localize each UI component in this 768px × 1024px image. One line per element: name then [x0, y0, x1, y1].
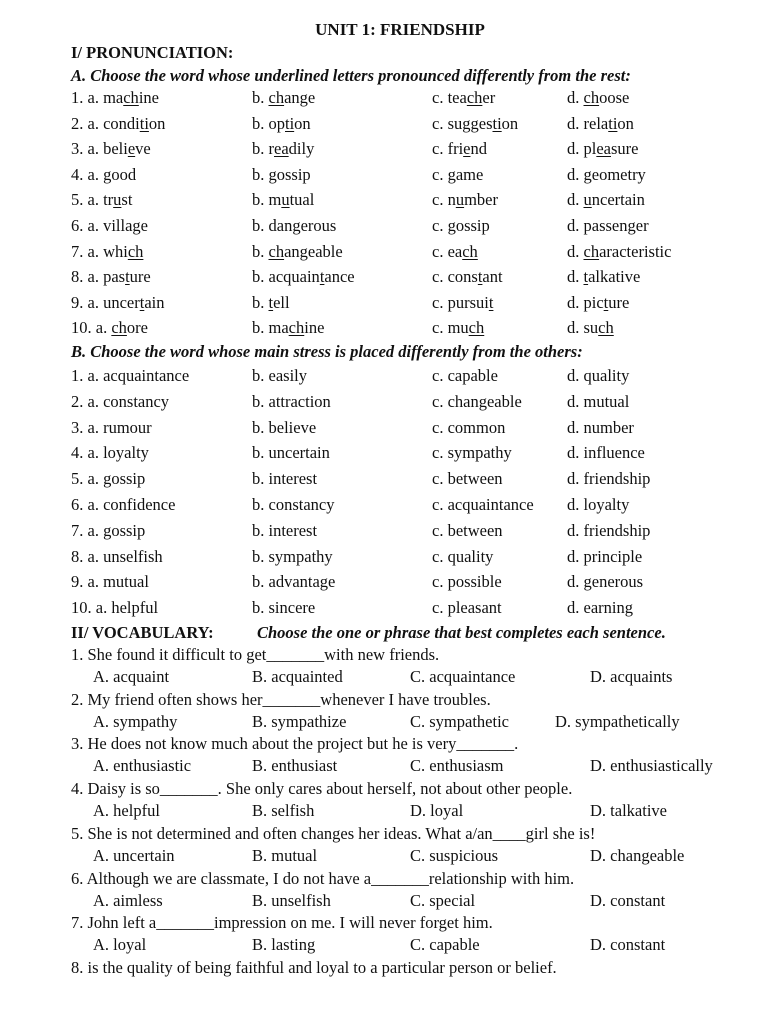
option-text: b. ma [252, 318, 289, 338]
answer-choice: A. helpful [93, 801, 160, 821]
answer-option [432, 88, 495, 108]
option-text: 7. a. whi [71, 241, 128, 261]
answer-option: b. advantage [252, 572, 336, 592]
option-text: 6. a. village [71, 216, 148, 235]
answer-choice: D. talkative [590, 801, 667, 821]
question-options [0, 667, 768, 689]
option-text: ure [608, 292, 630, 312]
question-options [0, 712, 768, 734]
answer-choice: C. acquaintance [410, 667, 516, 686]
option-text: d. [567, 241, 584, 261]
answer-choice: D. sympathetically [555, 711, 680, 731]
stress-item [0, 443, 768, 465]
question-options [0, 846, 768, 868]
answer-option [71, 165, 136, 185]
answer-option: 2. a. constancy [71, 391, 170, 411]
option-text: ine [138, 88, 159, 107]
underlined-letters: g [447, 164, 456, 184]
question-text: 5. She is not determined and often changes her ideas. What a/an____girl she is! [71, 823, 596, 843]
vocabulary-instruction: Choose the one or phrase that best completes each sentence. [257, 623, 666, 642]
answer-option: d. friendship [567, 469, 651, 489]
answer-option: 5. a. gossip [71, 469, 146, 489]
option-text: on [148, 113, 166, 133]
pronunciation-item [0, 242, 768, 264]
answer-option: c. quality [432, 546, 494, 566]
option-text: angeable [284, 241, 343, 261]
answer-option [432, 139, 487, 159]
option-text: b. dangerous [252, 216, 337, 235]
question-text: 7. John left a_______impression on me. I will never forget him. [71, 913, 493, 933]
option-text: d. su [567, 318, 599, 338]
underlined-letters: t [488, 292, 494, 312]
option-text: 5. a. tr [71, 190, 114, 210]
option-text: c. cons [432, 267, 478, 287]
answer-option [252, 318, 324, 338]
option-text: d. rela [567, 113, 609, 133]
answer-option [567, 242, 671, 262]
answer-option: 1. a. acquaintance [71, 366, 190, 385]
answer-option: c. changeable [432, 391, 522, 411]
answer-option: b. interest [252, 520, 318, 540]
stress-item [0, 495, 768, 517]
underlined-letters: ti [608, 113, 618, 133]
option-text: ncertain [591, 190, 645, 210]
stress-item [0, 366, 768, 388]
question-options [0, 801, 768, 823]
option-text: c. fri [432, 139, 464, 159]
answer-choice: C. sympathetic [410, 711, 509, 731]
option-text: ure [129, 267, 151, 287]
answer-option [432, 114, 518, 134]
answer-option [252, 165, 311, 185]
option-text: c. [432, 164, 448, 184]
stress-item [0, 572, 768, 594]
answer-choice: C. special [410, 890, 476, 910]
answer-option: 6. a. confidence [71, 495, 176, 514]
answer-choice: B. selfish [252, 801, 315, 821]
answer-option: 10. a. helpful [71, 598, 159, 618]
answer-option: 7. a. gossip [71, 520, 146, 540]
answer-option: d. generous [567, 572, 644, 592]
stress-item [0, 547, 768, 569]
answer-choice: A. sympathy [93, 711, 178, 731]
question-text: 6. Although we are classmate, I do not have a_______relationship with him. [71, 868, 575, 888]
underlined-letters: ch [127, 241, 144, 261]
answer-option: b. constancy [252, 495, 335, 514]
underlined-letters: ea [596, 139, 611, 159]
section-vocabulary-heading: II/ VOCABULARY: [71, 623, 214, 642]
stress-item [0, 418, 768, 440]
option-text: ine [304, 318, 325, 338]
option-text: c. mu [432, 318, 469, 338]
answer-option [567, 318, 614, 338]
option-text: 10. a. [71, 318, 112, 338]
option-text: nd [470, 139, 487, 159]
answer-option: b. uncertain [252, 443, 330, 463]
answer-option [432, 318, 484, 338]
pronunciation-item [0, 88, 768, 110]
option-text: mber [464, 190, 498, 210]
option-text: alkative [588, 267, 641, 287]
underlined-letters: t [268, 292, 274, 312]
option-text: ange [284, 88, 316, 107]
underlined-letters: ch [468, 318, 485, 338]
underlined-letters: e [127, 139, 136, 159]
option-text: aracteristic [599, 241, 672, 261]
answer-choice: B. mutual [252, 845, 318, 865]
underlined-letters: ch [598, 318, 614, 338]
underlined-letters: t [139, 292, 145, 312]
answer-choice: C. suspicious [410, 845, 499, 865]
underlined-letters: t [125, 267, 130, 287]
pronunciation-item [0, 267, 768, 289]
answer-option [567, 267, 640, 287]
underlined-letters: u [583, 190, 592, 210]
question-options [0, 756, 768, 778]
question-text: 1. She found it difficult to get_______with new friends. [71, 645, 440, 664]
underlined-letters: ch [583, 241, 600, 261]
underlined-letters: t [583, 267, 589, 287]
option-text: ood [111, 164, 137, 184]
underlined-letters: ea [274, 139, 289, 159]
option-text: d. passenger [567, 216, 649, 235]
option-text: ance [324, 267, 355, 287]
option-text: ossip [276, 164, 311, 184]
section-pronunciation-heading: I/ PRONUNCIATION: [71, 43, 234, 62]
answer-choice: B. unselfish [252, 890, 331, 910]
pronunciation-item [0, 318, 768, 340]
answer-option: d. number [567, 417, 634, 437]
option-text: d. [567, 88, 584, 107]
answer-option [252, 242, 343, 262]
answer-choice: A. enthusiastic [93, 756, 192, 776]
answer-option: b. sincere [252, 598, 316, 618]
option-text: 2. a. condi [71, 113, 140, 133]
answer-choice: A. uncertain [93, 845, 175, 865]
answer-option: c. common [432, 417, 506, 437]
answer-choice: B. lasting [252, 935, 316, 955]
answer-choice: D. loyal [410, 801, 464, 821]
answer-choice: D. constant [590, 890, 666, 910]
option-text: on [501, 113, 519, 133]
underlined-letters: ch [288, 318, 305, 338]
answer-option: d. influence [567, 443, 645, 463]
option-text: d. [567, 190, 584, 210]
answer-option [432, 190, 498, 210]
answer-choice: D. changeable [590, 845, 685, 865]
underlined-letters: ti [492, 113, 502, 133]
option-text: b. op [252, 113, 285, 133]
underlined-letters: ch [111, 318, 127, 338]
answer-option: 3. a. rumour [71, 417, 152, 437]
answer-choice: A. acquaint [93, 667, 170, 686]
underlined-letters: g [268, 164, 277, 184]
underlined-letters: e [463, 139, 471, 159]
answer-choice: D. enthusiastically [590, 756, 713, 776]
option-text: b. [252, 241, 269, 261]
option-text: b. [252, 164, 269, 184]
question-options [0, 935, 768, 957]
underlined-letters: u [113, 190, 122, 210]
answer-option [71, 88, 159, 108]
option-text: ame [455, 164, 484, 184]
underlined-letters: ch [583, 88, 600, 107]
answer-option: 4. a. loyalty [71, 443, 149, 463]
answer-choice: D. constant [590, 935, 666, 955]
underlined-letters: ch [268, 241, 285, 261]
answer-option: d. mutual [567, 391, 630, 411]
answer-option [252, 114, 311, 134]
option-text: b. m [252, 190, 282, 210]
answer-option [252, 216, 336, 236]
answer-option: 9. a. mutual [71, 572, 149, 592]
answer-choice: B. acquainted [252, 667, 343, 686]
option-text: ell [273, 292, 290, 312]
underlined-letters: t [603, 292, 609, 312]
option-text: er [482, 88, 496, 107]
option-text: on [617, 113, 634, 133]
option-text: d. [567, 164, 584, 184]
answer-option [71, 267, 151, 287]
answer-option: c. between [432, 520, 503, 540]
answer-option [432, 165, 483, 185]
pronunciation-item [0, 114, 768, 136]
option-text: oose [599, 88, 630, 107]
answer-option [71, 190, 132, 210]
option-text: b. r [252, 139, 274, 159]
option-text: c. tea [432, 88, 467, 107]
option-text: d. [567, 267, 584, 287]
option-text: on [294, 113, 311, 133]
answer-option [71, 318, 148, 338]
pronunciation-item [0, 293, 768, 315]
part-a-instruction: A. Choose the word whose underlined letters pronounced differently from the rest: [71, 66, 631, 85]
answer-option: c. acquaintance [432, 495, 534, 514]
underlined-letters: g [583, 164, 592, 184]
underlined-letters: ch [466, 88, 483, 107]
option-text: tual [289, 190, 315, 210]
answer-option: b. interest [252, 469, 318, 489]
underlined-letters: g [103, 164, 112, 184]
option-text: c. sugges [432, 113, 493, 133]
option-text: ant [482, 267, 503, 287]
underlined-letters: ti [139, 113, 149, 133]
answer-option: b. attraction [252, 391, 331, 411]
answer-option [432, 267, 503, 287]
underlined-letters: t [477, 267, 483, 287]
option-text: c. ea [432, 241, 463, 261]
answer-option [567, 216, 649, 236]
option-text: c. gossip [432, 216, 490, 235]
answer-option: b. sympathy [252, 546, 333, 566]
answer-choice: B. enthusiast [252, 756, 338, 776]
answer-option: d. quality [567, 366, 630, 385]
answer-option [567, 165, 646, 185]
answer-option: d. loyalty [567, 495, 630, 514]
option-text: d. pl [567, 139, 597, 159]
answer-option: d. friendship [567, 520, 651, 540]
option-text: dily [288, 139, 315, 159]
pronunciation-item [0, 165, 768, 187]
answer-option [252, 139, 314, 159]
underlined-letters: ch [462, 241, 478, 261]
answer-option: c. pleasant [432, 598, 502, 618]
pronunciation-item [0, 139, 768, 161]
stress-item [0, 598, 768, 620]
option-text: d. pic [567, 292, 604, 312]
option-text: ve [135, 139, 151, 159]
stress-item [0, 521, 768, 543]
answer-option: c. between [432, 469, 503, 489]
option-text: c. pursui [432, 292, 489, 312]
option-text: 3. a. beli [71, 139, 128, 159]
question-text: 2. My friend often shows her_______whenever I have troubles. [71, 689, 491, 709]
answer-option [567, 139, 639, 159]
question-text: 4. Daisy is so_______. She only cares about herself, not about other people. [71, 779, 573, 799]
answer-choice: C. capable [410, 935, 480, 955]
option-text: 8. a. pas [71, 267, 126, 287]
question-options [0, 891, 768, 913]
answer-option [71, 293, 164, 313]
answer-option [252, 267, 355, 287]
option-text: 4. a. [71, 164, 104, 184]
question-text: 8. is the quality of being faithful and loyal to a particular person or belief. [71, 957, 557, 977]
underlined-letters: u [455, 190, 465, 210]
answer-option [567, 190, 645, 210]
page-title: UNIT 1: FRIENDSHIP [315, 20, 485, 39]
pronunciation-item [0, 216, 768, 238]
answer-option: d. principle [567, 546, 643, 566]
option-text: b. [252, 292, 269, 312]
underlined-letters: t [319, 267, 325, 287]
question-text: 3. He does not know much about the project but he is very_______. [71, 734, 519, 754]
answer-option: c. capable [432, 366, 498, 385]
option-text: 1. a. ma [71, 88, 124, 107]
option-text: ore [126, 318, 148, 338]
answer-option [71, 216, 148, 236]
underlined-letters: ti [285, 113, 295, 133]
answer-option: c. sympathy [432, 443, 512, 463]
answer-option [252, 88, 315, 108]
stress-item [0, 469, 768, 491]
option-text: b. acquain [252, 267, 320, 287]
option-text: st [121, 190, 133, 210]
answer-choice: D. acquaints [590, 667, 673, 686]
pronunciation-item [0, 190, 768, 212]
answer-option [71, 114, 165, 134]
option-text: b. [252, 88, 269, 107]
answer-choice: C. enthusiasm [410, 756, 504, 776]
option-text: eometry [591, 164, 646, 184]
answer-option: b. believe [252, 417, 317, 437]
answer-choice: B. sympathize [252, 711, 347, 731]
stress-item [0, 392, 768, 414]
answer-option [71, 139, 151, 159]
answer-option [252, 293, 290, 313]
option-text: 9. a. uncer [71, 292, 140, 312]
answer-option [252, 190, 314, 210]
answer-option [432, 293, 493, 313]
part-b-instruction: B. Choose the word whose main stress is placed differently from the others: [71, 342, 583, 361]
underlined-letters: u [281, 190, 290, 210]
answer-option: c. possible [432, 572, 502, 592]
underlined-letters: ch [268, 88, 285, 107]
answer-option: 8. a. unselfish [71, 546, 163, 566]
answer-choice: A. aimless [93, 890, 163, 910]
answer-option [71, 242, 143, 262]
answer-option [567, 88, 629, 108]
option-text: sure [611, 139, 639, 159]
answer-option: d. earning [567, 598, 633, 618]
answer-choice: A. loyal [93, 935, 147, 955]
answer-option [567, 293, 629, 313]
answer-option [432, 216, 490, 236]
option-text: c. n [432, 190, 456, 210]
answer-option [567, 114, 634, 134]
answer-option [432, 242, 478, 262]
underlined-letters: ch [123, 88, 139, 107]
answer-option: b. easily [252, 366, 307, 385]
option-text: ain [144, 292, 165, 312]
